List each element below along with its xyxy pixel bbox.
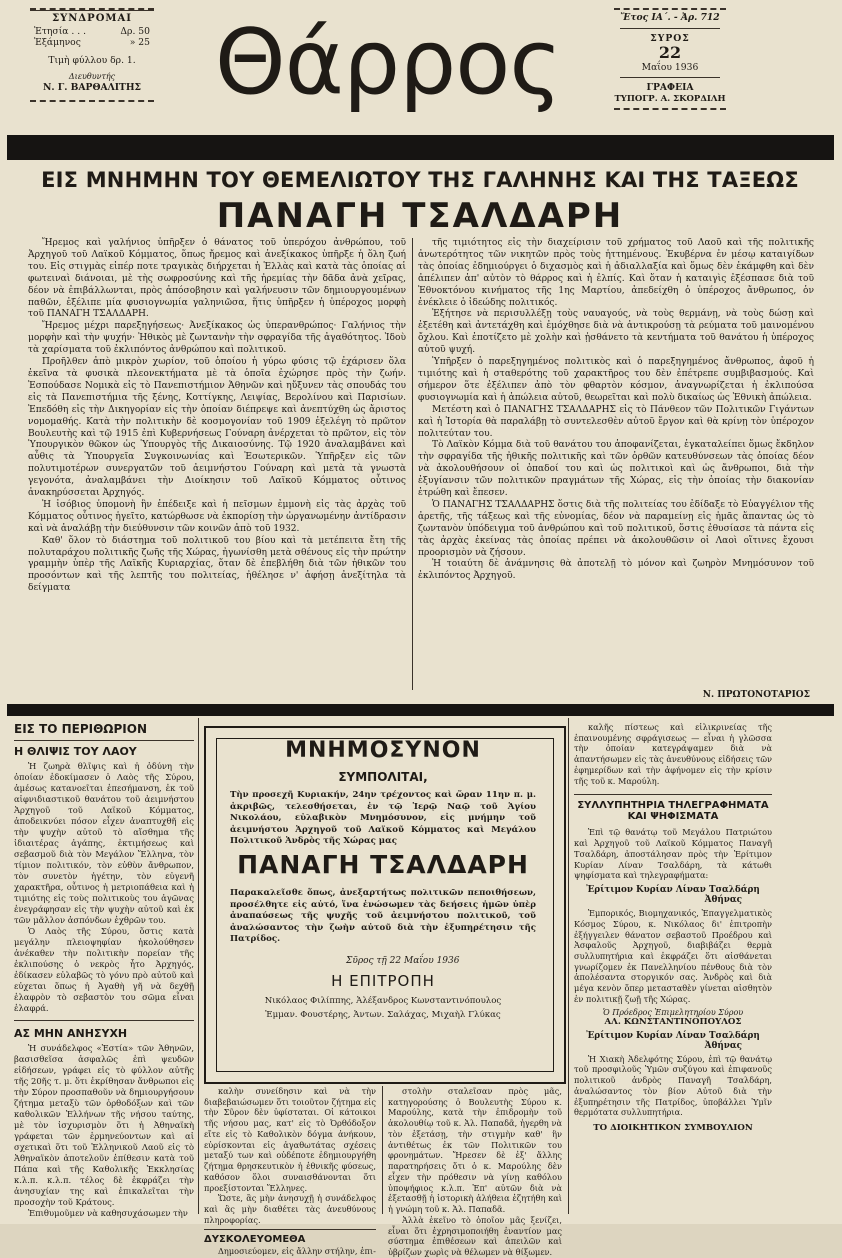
article-paragraph: στολὴν σταλεῖσαν πρὸς μᾶς, κατηγορούσης ὁ Βουλευτὴς Σύρου κ. Μαρούλης, κατὰ τὴν ἐπιδρομὴν τοῦ ἀκολουθίῳ τοῦ κ. Ἀλ. Παπαδᾶ, ἠγερθη νὰ τὸν ἐξετάσῃ, τὴν στιγμὴν καθ' ἣν ἀντιθέτως ἐκ τῶν Πολιτικῶν του φρονημάτων. Ἤρεσεν δὲ ἐξ' ἄλλης παρατηρήσεις ὅτι ὁ κ. Μαρούλης δὲν εἶχεν τὴν πρόθεσιν νὰ γίνῃ καθόλου ὑποψήφιος κ.λ.π. Ἐπ' αὐτῶν διὰ νὰ ἐξετασθῇ ἡ ἱστορικὴ ἀλήθεια ἐζητήθη καὶ ἡ γνώμη τοῦ κ. Ἀλ. Παπαδᾶ.: [388, 1086, 562, 1215]
telegram-text: Ἐμπορικός, Βιομηχανικός, Ἐπαγγελματικὸς Κόσμος Σύρου, κ. Νικόλαος δι' ἐπιτροπὴν ἐξήγγειλεν θάνατον σεβαστοῦ Προέδρου καὶ Ἀσφαλοῦς Ἀρχηγοῦ, διαβιβάζει θερμὰ συλλυπητήρια καὶ ἐκφράζει ὅτι αἰσθάνεται γνωρίζομεν ἐκ Πανελληνίου πένθους διὰ τὸν ἀπολέσαντα στοργικόν σας. Ἀνδρὸς καὶ διὰ μέγα κενὸν ὅπερ μετασταθὲν γίνεται αἰσθητὸν ἐν πολιτικῇ ζωῇ τῆς Χώρας.: [574, 908, 772, 1004]
lead-column-right: [418, 238, 814, 678]
issue-day: 22: [658, 43, 682, 62]
section-title: ΕΙΣ ΤΟ ΠΕΡΙΘΩΡΙΟΝ: [14, 722, 148, 736]
article-paragraph: Ὁ Λαὸς τῆς Σύρου, ὅστις κατὰ μεγάλην πλειοψηφίαν ἠκολούθησεν ἀνέκαθεν τὴν πολιτικὴν πορείαν τῆς ἐκλιπούσης ὁ νεκρὸς ἦτο Ἀρχηγός, ἐδίκασεν εὐλαβῶς τὸ γόνυ πρὸ αὐτοῦ καὶ εὐχεται ὅπως ἡ Ἀγαθὴ γῆ νὰ δεχθῇ ἐλαφρὸν τὸ σεβαστὸν του σῶμα εἶναι ἐλαφρά.: [14, 926, 194, 1013]
telegram-text: Ἐπὶ τῷ θανάτῳ τοῦ Μεγάλου Πατριώτου καὶ Ἀρχηγοῦ τοῦ Λαϊκοῦ Κόμματος Παναγῆ Τσαλδάρη, ἀποστάλησαν πρὸς τὴν Ἐρίτιμον Κυρίαν Λίναν Τσαλδάρη, τὰ κάτωθι ψηφίσματα καὶ τηλεγραφήματα:: [574, 827, 772, 881]
telegram-city: Ἀθήνας: [704, 895, 742, 906]
telegram-city: Ἀθήνας: [704, 1040, 742, 1051]
offices-address: ΤΥΠΟΓΡ. Α. ΣΚΟΡΔΙΛΗ: [614, 93, 726, 104]
article-body: [14, 1043, 194, 1219]
article-body: [574, 827, 772, 881]
telegram-recipient: Ἐρίτιμον Κυρίαν Λίναν Τσαλδάρη: [586, 885, 760, 896]
lead-paragraph: Ὑπῆρξεν ὁ παρεξηγημένος πολιτικὸς καὶ ὁ παρεξηγημένος ἄνθρωπος, ἀφοῦ ἡ τιμιότης καὶ ἡ σταθερότης τοῦ χαρακτῆρος του δὲν ἐπέτρεπε συμβιβασμούς. Καὶ σήμερον ὅτε ἐξέλιπεν ἀπὸ τὸν φθαρτὸν κόσμον, ἀναγνωρίζεται ἡ ἐκλιπούσα φυσιογνωμία καὶ ἡ ἀπώλεια αὐτοῦ, θεωρεῖται καὶ πολὺ δικαίως ὡς Ἐθνικὴ ἀπώλεια.: [418, 357, 814, 403]
memorial-title: ΜΝΗΜΟΣΥΝΟΝ: [285, 738, 481, 763]
article-paragraph: Ἡ συνάδελφος «Ἑστία» τῶν Ἀθηνῶν, βασισθεῖσα ἀσφαλῶς ἐπὶ ψευδῶν εἰδήσεων, γράφει εἰς τὸ φύλλον αὐτῆς τῆς 20ῆς τ. μ. ὅτι ἐκρίθησαν ἄνθρωποι εἰς τὴν Σύρον προσπαθοῦν νὰ δημιουργήσουν ζήτημα μεταξὺ τῶν ὀρθοδόξων καὶ τῶν καθολικῶν Ἑλλήνων τῆς νήσου ταύτης, μὲ τὸν ἰσχυρισμὸν ὅτι ἡ Ἀθηναϊκὴ γράφεται τῶν ἑρμηνεύοντων καὶ αἱ σχετικαὶ ὅτι τοῦ Ἑλληνικοῦ Λαοῦ εἰς τὸ Ἀθηναϊκὸν ἀποτελοῦν ἐπίθεσιν κατὰ τοῦ Πάπα καὶ τῆς Καθολικῆς Ἐκκλησίας κ.λ.π. κ.λ.π. τέλος δὲ ἐκφράζει τὴν ἀνησυχίαν της καὶ ἐπικαλεῖται τὴν προσοχὴν τοῦ Κράτους.: [14, 1043, 194, 1207]
subscription-heading: ΣΥΝΔΡΟΜΑΙ: [52, 13, 132, 24]
header-bar: [7, 135, 834, 160]
lead-paragraph: Ἐξήτησε νὰ περισυλλέξῃ τοὺς ναυαγούς, νὰ τοὺς θερμάνῃ, νὰ τοὺς δώσῃ καὶ ἐξετέθη καὶ ἀντετάχθη καὶ ἐμόχθησε διὰ νὰ ἀντικρούσῃ τὰ ρεύματα τοῦ μαινομένου ὄχλου. Καὶ ἐποτίζετο μὲ χολὴν καὶ ᾐσθάνετο τὰ κεντήματα τοῦ θανάτου ἡ ὑπέροχος αὐτοῦ ψυχή.: [418, 309, 814, 356]
article-body: [574, 1054, 772, 1118]
memorial-body: Τὴν προσεχῆ Κυριακήν, 24ην τρέχοντος καὶ ὥραν 11ην π. μ. ἀκριβῶς, τελεσθήσεται, ἐν τῷ Ἱερῷ Ναῷ τοῦ Ἁγίου Νικολάου, εὐλαβικὸν Μνημόσυνον, εἰς μνήμην τοῦ ἀειμνήστου Ἀρχηγοῦ τοῦ Λαϊκοῦ Κόμματος καὶ Μεγάλου Πολιτικοῦ Ἀνδρὸς τῆς Χώρας μας: [230, 790, 536, 847]
lead-paragraph: Ἡ ἰσόβιος ὑπομονὴ ἣν ἐπέδειξε καὶ ἡ πεῖσμων ἐμμονὴ εἰς τὰς ἀρχὰς τοῦ Κόμματος οὗτινος ἡγεῖτο, κατώρθωσε νὰ ἐκπορίσῃ τὴν ὠργανωμένην ἀντίδρασιν καὶ νὰ ἀναλάβῃ τὴν διεύθυνσιν τῶν κοινῶν ἀπὸ τοῦ 1932.: [28, 499, 406, 534]
director-label: Διευθυντής: [68, 72, 116, 81]
newspaper-title: Θάρρος: [214, 10, 562, 115]
committee-members: Νικόλαος Φιλίππης, Ἀλέξανδρος Κωνσταντινόπουλος: [264, 996, 502, 1006]
column-rule: [198, 718, 199, 1214]
telegram-sender-name: ΑΛ. ΚΩΝΣΤΑΝΤΙΝΟΠΟΥΛΟΣ: [604, 1016, 742, 1027]
offices-label: ΓΡΑΦΕΙΑ: [646, 82, 694, 94]
single-issue-price: Τιμὴ φύλλου δρ. 1.: [48, 54, 136, 66]
lead-paragraph: Ὁ ΠΑΝΑΓΗΣ ΤΣΑΛΔΑΡΗΣ ὅστις διὰ τῆς πολιτείας του ἐδίδαξε τὸ Εὐαγγέλιον τῆς ἀρετῆς, τῆς τάξεως καὶ τῆς εὐνομίας, δέον νὰ παραμείνῃ εἰς ἡμᾶς ἅπαντας ὡς τὸ ζωντανὸν ὑπόδειγμα τοῦ ἀνθρώπου καὶ τοῦ πολιτικοῦ, ὅστις ἐθυσίασε τὰ πάντα εἰς τὰς ἀρχὰς ἐκείνας τὰς ὁποίας πρέπει νὰ ἀκολουθῶσιν οἱ Λαοὶ οἵτινες ἔχουσι προορισμὸν νὰ ζήσουν.: [418, 499, 814, 558]
domestic-label: Ἐτησία . . .: [34, 25, 87, 37]
lead-column-left: [28, 238, 406, 690]
article-rule: [14, 1020, 194, 1021]
abroad-label: Ἐξάμηνος: [34, 37, 81, 48]
telegram-recipient: Ἐρίτιμον Κυρίαν Λίναν Τσαλδάρη: [586, 1030, 760, 1041]
memorial-date: Σῦρος τῇ 22 Μαΐου 1936: [346, 956, 460, 966]
telegrams-title: ΣΥΛΛΥΠΗΤΗΡΙΑ ΤΗΛΕΓΡΑΦΗΜΑΤΑ: [577, 800, 769, 812]
issue-box: [614, 8, 726, 120]
committee-members: Ἐμμαν. Φουστέρης, Ἀντων. Σαλάχας, Μιχαὴλ Γλύκας: [265, 1010, 501, 1020]
subscription-box: [30, 8, 154, 120]
lead-kicker: ΕΙΣ ΜΝΗΜΗΝ ΤΟΥ ΘΕΜΕΛΙΩΤΟΥ ΤΗΣ ΓΑΛΗΝΗΣ ΚΑΙ ΤΗΣ ΤΑΞΕΩΣ: [41, 168, 799, 192]
committee-title: Η ΕΠΙΤΡΟΠΗ: [331, 972, 435, 990]
lead-signature: Ν. ΠΡΩΤΟΝΟΤΑΡΙΟΣ: [702, 690, 810, 700]
article-paragraph: καλὴν συνείδησιν καὶ νὰ τὴν διαβεβαιώσωμεν ὅτι τοιοῦτον ζήτημα εἰς τὴν Σῦρον δὲν ὑφίσταται. Οἱ κάτοικοι τῆς νήσου μας, κατ' εἰς τὸ Ὀρθόδοξον εἴτε εἰς τὸ Καθολικὸν δόγμα ἀνήκουν, εὑρίσκονται εἰς ἀγαθωτάτας σχέσεις μεταξύ των καὶ οὐδέποτε ἐδημιουργήθη ζήτημα θρησκευτικὸν ἡ ἐθνικῆς φύσεως, καθόσον ὅλοι συναισθάνονται ὅτι προεξίστονται Ἕλληνες.: [204, 1086, 376, 1193]
article-paragraph: Ἀλλὰ ἐκεῖνο τὸ ὁποῖον μᾶς ξενίζει, εἶναι ὅτι ἐχρησιμοποιήθη ἐναντίον μας σύστημα ἐπιθέσεων καὶ ἀπειλῶν καὶ ὑβρίζων χωρὶς νὰ θέλωμεν νὰ θίξωμεν.: [388, 1214, 562, 1258]
article-paragraph: Ὥστε, ἂς μὴν ἀνησυχῇ ἡ συνάδελφος καὶ ἂς μὴν διαθέτει τὰς ἀνευθύνους πληροφορίας.: [204, 1193, 376, 1225]
lead-paragraph: Μετέστη καὶ ὁ ΠΑΝΑΓΗΣ ΤΣΑΛΔΑΡΗΣ εἰς τὸ Πάνθεον τῶν Πολιτικῶν Γιγάντων καὶ ἡ Ἱστορία θὰ παραλάβῃ τὸ συντελεσθὲν αὐτοῦ ἔργον καὶ θὰ κρίνῃ τὸν ὑπέροχον πολιτεύταν του.: [418, 404, 814, 439]
right-column: [574, 722, 772, 1214]
middle-column-2: [388, 1086, 562, 1258]
middle-column-1: [204, 1086, 376, 1256]
article-rule: [574, 794, 772, 795]
title-rule: [14, 740, 194, 741]
article-rule: [204, 1229, 376, 1230]
article-body: [14, 761, 194, 1014]
domestic-price: Δρ. 50: [120, 25, 150, 37]
article-title: ΔΥΣΚΟΛΕΥΟΜΕΘΑ: [204, 1233, 306, 1245]
memorial-notice: [204, 726, 566, 1084]
column-rule: [382, 1086, 383, 1214]
memorial-name: ΠΑΝΑΓΗ ΤΣΑΛΔΑΡΗ: [237, 850, 529, 879]
lead-paragraph: Ἡ τοιαύτη δὲ ἀνάμνησις θὰ ἀποτελῇ τὸ μόνον καὶ ζωηρὸν Μνημόσυνον τοῦ ἐκλιπόντος Ἀρχηγοῦ.: [418, 559, 814, 582]
lead-paragraph: Τὸ Λαϊκὸν Κόμμα διὰ τοῦ θανάτου του ἀποφανίζεται, ἐγκαταλείπει ὅμως ἔκδηλον τὴν σφραγίδα τῆς ἠθικῆς πολιτικῆς καὶ τῶν ὀρθῶν κατευθύνσεων τὰς ὁποίας δέον νὰ ἀκολουθήσουν οἱ ὀπαδοί του καὶ ὡς πολιτικοὶ καὶ ὡς ἄνθρωποι, διὰ τὴν ἐξυγίανσιν τῶν πολιτικῶν πραγμάτων τῆς Χώρας, εἰς τὴν ὁποίας τὴν διακονίαν ἐτρώθη καὶ ἔπεσεν.: [418, 440, 814, 499]
left-column: [14, 722, 194, 1218]
lead-paragraph: Ἤρεμος καὶ γαλήνιος ὑπῆρξεν ὁ θάνατος τοῦ ὑπερόχου ἀνθρώπου, τοῦ Ἀρχηγοῦ τοῦ Λαϊκοῦ Κόμματος, ὅπως ἤρεμος καὶ ἀνεξίκακος ὑπῆρξε ἡ ὅλη ζωή του. Εἰς στιγμὰς εἰπέρ ποτε τραγικὰς διήρχεται ἡ Ἑλλὰς καὶ κατὰ τὰς ὁποίας αἱ φωτειναὶ διάνοιαι, μὲ τὴς σωφροσύνης καὶ τῆς ἠρεμίας τὴν δᾶδα ἀνὰ χεῖρας, δέον νὰ ἐπιβάλλωνται, πρὸς ἀπόσοβησιν καὶ γαλήνευσιν τῶν δημιουργουμένων παθῶν, ἐξέλιπε μία φυσιογνωμία γαληνιῶσα, ἥτις ὑπῆρξεν ἡ ὑπέροχος μορφὴ τοῦ ΠΑΝΑΓΗ ΤΣΑΛΔΑΡΗ.: [28, 238, 406, 320]
telegram-text: Ἡ Χιακὴ Ἀδελφότης Σύρου, ἐπὶ τῷ θανάτῳ τοῦ προσφιλοῦς Ὑμῶν συζύγου καὶ ἐπιφανοῦς πολιτικοῦ ἀνδρὸς Παναγῆ Τσαλδάρη, ἀναλώσαντος τὸν βίον Αὐτοῦ διὰ τὴν ἐξυπηρέτησιν τῆς Πατρίδος, ὑποβάλλει Ὑμῖν θερμότατα συλλυπητήρια.: [574, 1053, 772, 1118]
article-paragraph: Ἡ ζωηρὰ θλῖψις καὶ ἡ ὁδύνη τὴν ὁποίαν ἐδοκίμασεν ὁ Λαὸς τῆς Σύρου, ἀμέσως κατανοεῖται ἐπεσήμανση, ἐκ τοῦ αἰφνιδιαστικοῦ θανάτου τοῦ ἀειμνήστου Ἀρχηγοῦ τοῦ Λαϊκοῦ Κόμματος, ἀποδεικνύει πόσον εἶχεν ἀναπτυχθῆ εἰς τὴν ψυχὴν αὐτοῦ τὸ αἴσθημα τῆς ἰδιαιτέρας ἀγάπης, ἐκτιμήσεως καὶ σεβασμοῦ διὰ τὸν Μεγάλον Ἕλληνα, τὸν τίμιον πολιτικόν, τὸν εὐθὺν ἄνθρωπον, τὸν συνετὸν ἡγέτην, τὸν εὐγενῆ χαρακτῆρα, οὗτινος ἡ μετριοπάθεια καὶ ἡ τιμιότης εἰς τοὺς πολιτικοὺς του ἀγῶνας ἐνεγράφησαν εἰς τὴν ψυχὴν αὐτοῦ καὶ ἐκ τῶν μᾶλλον ἀσπόνδων ἐχθρῶν του.: [14, 761, 194, 925]
lead-paragraph: Ἤρεμος μέχρι παρεξηγήσεως· Ἀνεξίκακος ὡς ὑπερανθρώπος· Γαλήνιος τὴν μορφὴν καὶ τὴν ψυχήν· Ἠθικὸς μὲ ζωντανὴν τὴν σφραγίδα τῆς ἀγαθότητος. Ἰδοὺ τὰ χαρίσματα τοῦ ἐκλιπόντος ἀνθρώπου καὶ πολιτικοῦ.: [28, 321, 406, 356]
article-title: ΑΣ ΜΗΝ ΑΝΗΣΥΧΗ: [14, 1027, 128, 1040]
director-name: Ν. Γ. ΒΑΡΘΑΛΙΤΗΣ: [42, 82, 142, 93]
article-paragraph: Δημοσιεύομεν, εἰς ἄλλην στήλην, ἐπι-: [218, 1245, 376, 1256]
article-body: [574, 722, 772, 786]
column-rule: [412, 238, 413, 690]
lead-paragraph: τῆς τιμιότητος εἰς τὴν διαχείρισιν τοῦ χρήματος τοῦ Λαοῦ καὶ τῆς πολιτικῆς ἀνωτερότητος τῶν νικητῶν πρὸς τοὺς ἡττημένους. Ἐκυβέρνα ἐν μέσῳ καταιγίδων τὰς ὁποίας ἐδημιούργει ὁ διχασμὸς καὶ ἡ ἀδιαλλαξία καὶ ὅμως δὲν ἐκάμφθη καὶ δὲν ἀπέλιπεν ἀπ' αὐτὸν τὸ θάρρος καὶ ἡ ἐλπίς. Καὶ ὅταν ἡ καταιγὶς ἐξέσπασε διὰ τοῦ Ἐθνοκτόνου κινήματος τῆς 1ης Μαρτίου, ἀπεδείχθη ὁ ὑπέροχος ἄνθρωπος, ὁν ἐνέκλειε ὁ ἰδεώδης πολιτικός.: [418, 238, 814, 308]
abroad-price: » 25: [129, 37, 150, 48]
article-body: [574, 908, 772, 1005]
lead-headline: ΠΑΝΑΓΗ ΤΣΑΛΔΑΡΗ: [216, 196, 624, 236]
article-title: Η ΘΛΙΨΙΣ ΤΟΥ ΛΑΟΥ: [14, 745, 137, 758]
lead-paragraph: Προῆλθεν ἀπὸ μικρὸν χωρίον, τοῦ ὁποίου ἡ γύρω φύσις τῷ ἐχάρισεν ὅλα ἐκεῖνα τὰ φυσικὰ πλεονεκτήματα μὲ τὰ ὁποῖα ἐχώρησε πρὸς τὴν ζωήν. Ἐσπούδασε Νομικὰ εἰς τὸ Πανεπιστήμιον Ἀθηνῶν καὶ ηὔξυνεν τὰς σπουδάς του εἰς τὰ Πανεπιστήμια τῆς ξένης, Κοττίγκης, Λειψίας, Βερολίνου καὶ Παρισίων. Ἐπεδόθη εἰς τὴν Δικηγορίαν εἰς τὴν ὁποίαν διέπρεψε καὶ ἀνεπτύχθη ὡς ἄριστος νομομαθής. Κατὰ τὴν πολιτικὴν δὲ κοσμογονίαν τοῦ 1909 ἐξελέγη τὸ πρῶτον Βουλευτὴς καὶ τῷ 1915 ἐπὶ Κυβερνήσεως Γούναρη ἀνέρχεται τὸ πρῶτον, εἰς τὸν Ὑπουργικὸν θῶκον ὡς Ὑπουργὸς τῆς Δικαιοσύνης. Τῷ 1920 ἀναλαμβάνει καὶ αὖθις τὰ Ὑπουργεῖα Συγκοινωνίας καὶ Ἐσωτερικῶν. Ὑπῆρξεν εἰς τῶν πολυτιμοτέρων συνεργατῶν τοῦ ἀειμνήστου Γούναρη καὶ μετὰ τὰ γνωστὰ γεγονότα, ἀναλαμβάνει τὴν Διοίκησιν τοῦ Λαϊκοῦ Κόμματος οὗτινος ἀνακηρύσσεται Ἀρχηγός.: [28, 357, 406, 499]
article-paragraph: καλῆς πίστεως καὶ εἰλικρινείας τῆς ἐπαινουμένης σφράγισεως — εἶναι ἡ γλῶσσα τὴν ὁποίαν κατεγράψαμεν διὰ νὰ ἀπαντήσωμεν εἰς τὰς ἀνευθύνους εἰδήσεις τῶν ἐφημερίδων καὶ τὴν ἀφήνομεν εἰς τὴν κρίσιν τῆς τοῦ κ. Μαρούλη.: [574, 722, 772, 786]
section-bar: [7, 704, 834, 716]
telegram-sender-name: ΤΟ ΔΙΟΙΚΗΤΙΚΟΝ ΣΥΜΒΟΥΛΙΟΝ: [593, 1123, 753, 1134]
column-rule: [568, 718, 569, 1214]
article-paragraph: Ἐπιθυμοῦμεν νὰ καθησυχάσωμεν τὴν: [28, 1208, 188, 1218]
volume-number: Ἔτος ΙΑ΄. - Ἀρ. 712: [620, 12, 720, 23]
telegram-sender-title: Ὁ Πρόεδρος Ἐπιμελητηρίου Σύρου: [602, 1007, 744, 1017]
city-name: ΣΥΡΟΣ: [650, 32, 690, 44]
lead-paragraph: Καθ' ὅλον τὸ διάστημα τοῦ πολιτικοῦ του βίου καὶ τὰ μετέπειτα ἔτη τῆς πολυταράχου πολιτικῆς ζωῆς τῆς Χώρας, ἠγωνίσθη μετὰ σθένους εἰς τὴν πρώτην γραμμὴν ὑπὲρ τῆς Λαϊκῆς Κυριαρχίας, ὅταν δὲ ἐπεβλήθη διὰ τῶν ἠθικῶν του προσόντων καὶ τῆς λεπτῆς του πολιτείας, ἠθέλησε ν' ἀφήσῃ ἀνεξίτηλα τὰ δείγματα: [28, 535, 406, 594]
issue-month-year: Μαΐου 1936: [641, 61, 699, 73]
telegrams-subtitle: ΚΑΙ ΨΗΦΙΣΜΑΤΑ: [627, 811, 719, 823]
memorial-salutation: ΣΥΜΠΟΛΙΤΑΙ,: [338, 770, 428, 784]
memorial-invitation: Παρακαλεῖσθε ὅπως, ἀνεξαρτήτως πολιτικῶν πεποιθήσεων, προσέλθητε εἰς αὐτό, ἵνα ἑνώσωμεν τὰς δεήσεις ἡμῶν ὑπὲρ ἀναπαύσεως τῆς ψυχῆς τοῦ ἀειμνήστου πολιτικοῦ, τοῦ ἀναλώσαντος τὴν ζωὴν αὐτοῦ διὰ τὴν ἐξυπηρέτησιν τῆς Πατρίδος.: [230, 888, 536, 945]
